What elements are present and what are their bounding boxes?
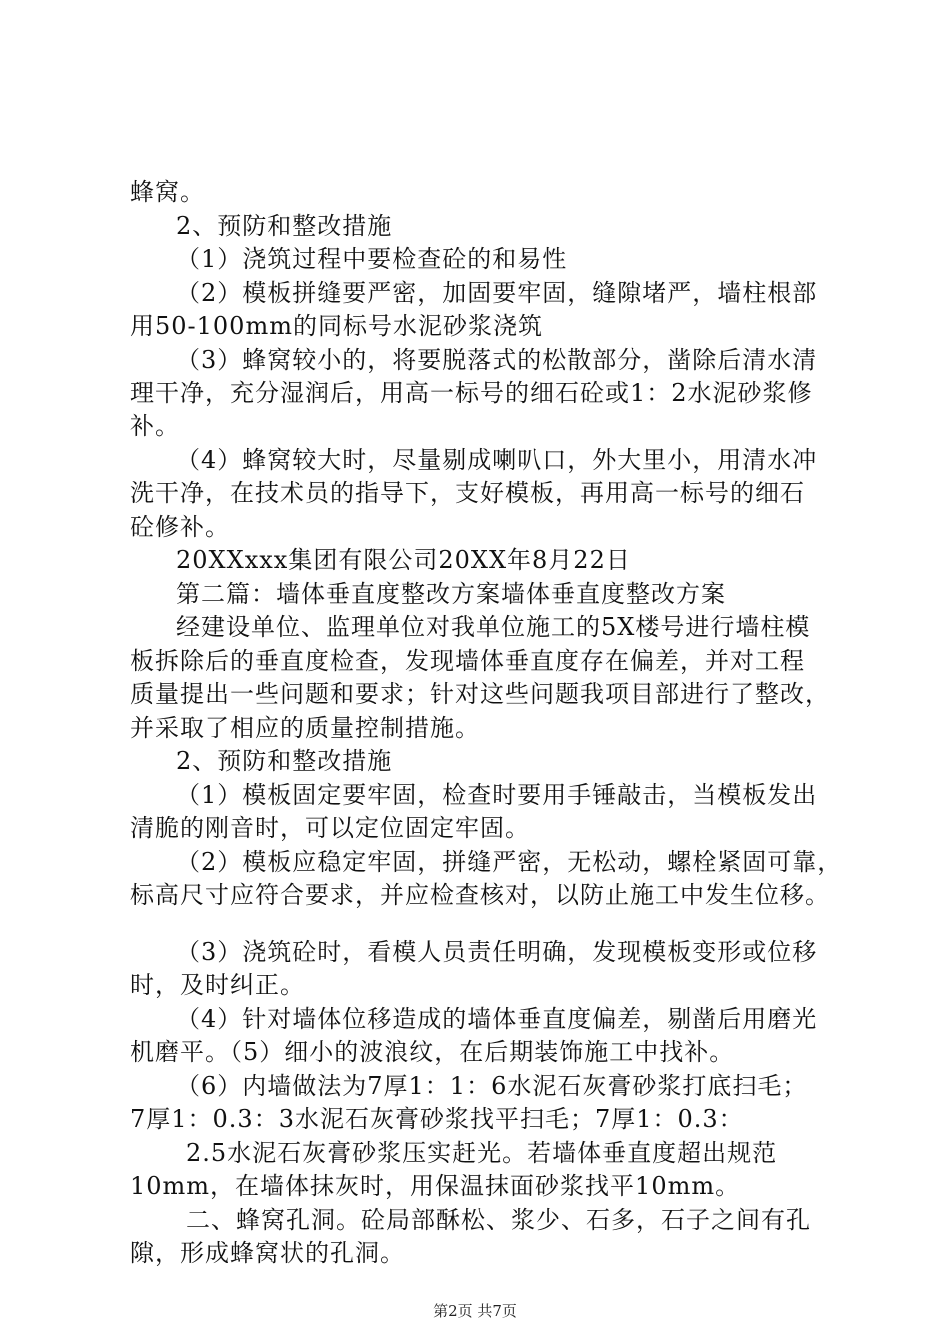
- text-line: 蜂窝。: [130, 178, 205, 206]
- text-line: 清脆的刚音时，可以定位固定牢固。: [130, 814, 530, 842]
- text-line: 板拆除后的垂直度检查，发现墙体垂直度存在偏差，并对工程: [130, 647, 805, 675]
- text-line: （6）内墙做法为7厚1：1：6水泥石灰膏砂浆打底扫毛；: [176, 1072, 808, 1100]
- text-line: 隙，形成蜂窝状的孔洞。: [130, 1239, 405, 1267]
- text-line: 10mm，在墙体抹灰时，用保温抹面砂浆找平10mm。: [130, 1172, 741, 1200]
- text-line: （4）针对墙体位移造成的墙体垂直度偏差，剔凿后用磨光: [176, 1005, 818, 1033]
- text-line: 7厚1：0.3：3水泥石灰膏砂浆找平扫毛；7厚1：0.3：: [130, 1105, 744, 1133]
- text-line: （2）模板应稳定牢固，拼缝严密，无松动，螺栓紧固可靠，: [176, 848, 843, 876]
- text-line: 用50-100mm的同标号水泥砂浆浇筑: [130, 312, 543, 340]
- text-line: 机磨平。（5）细小的波浪纹，在后期装饰施工中找补。: [130, 1038, 735, 1066]
- section-heading: 2、预防和整改措施: [176, 747, 393, 775]
- text-line: 砼修补。: [130, 513, 230, 541]
- text-line: 理干净，充分湿润后，用高一标号的细石砼或1：2水泥砂浆修: [130, 379, 813, 407]
- text-line: 洗干净，在技术员的指导下，支好模板，再用高一标号的细石: [130, 479, 805, 507]
- text-line: 时，及时纠正。: [130, 971, 305, 999]
- text-line: 质量提出一些问题和要求；针对这些问题我项目部进行了整改，: [130, 680, 830, 708]
- text-line: 经建设单位、监理单位对我单位施工的5X楼号进行墙柱模: [176, 613, 811, 641]
- text-line: 2.5水泥石灰膏砂浆压实赶光。若墙体垂直度超出规范: [186, 1139, 778, 1167]
- text-line: （3）浇筑砼时，看模人员责任明确，发现模板变形或位移: [176, 938, 818, 966]
- text-line: （1）浇筑过程中要检查砼的和易性: [176, 245, 568, 273]
- text-line: （4）蜂窝较大时，尽量剔成喇叭口，外大里小，用清水冲: [176, 446, 818, 474]
- signature-date-line: 20XXxxx集团有限公司20XX年8月22日: [176, 546, 631, 574]
- text-line: （1）模板固定要牢固，检查时要用手锤敲击，当模板发出: [176, 781, 818, 809]
- section-heading: 二、蜂窝孔洞。砼局部酥松、浆少、石多，石子之间有孔: [186, 1206, 811, 1234]
- section-heading: 2、预防和整改措施: [176, 212, 393, 240]
- text-line: 标高尺寸应符合要求，并应检查核对，以防止施工中发生位移。: [130, 881, 830, 909]
- text-line: 补。: [130, 412, 180, 440]
- text-line: （2）模板拼缝要严密，加固要牢固，缝隙堵严，墙柱根部: [176, 279, 818, 307]
- text-line: 并采取了相应的质量控制措施。: [130, 714, 480, 742]
- text-line: （3）蜂窝较小的，将要脱落式的松散部分，凿除后清水清: [176, 346, 818, 374]
- chapter-heading: 第二篇：墙体垂直度整改方案墙体垂直度整改方案: [176, 580, 726, 608]
- page-number-footer: 第2页 共7页: [433, 1302, 517, 1320]
